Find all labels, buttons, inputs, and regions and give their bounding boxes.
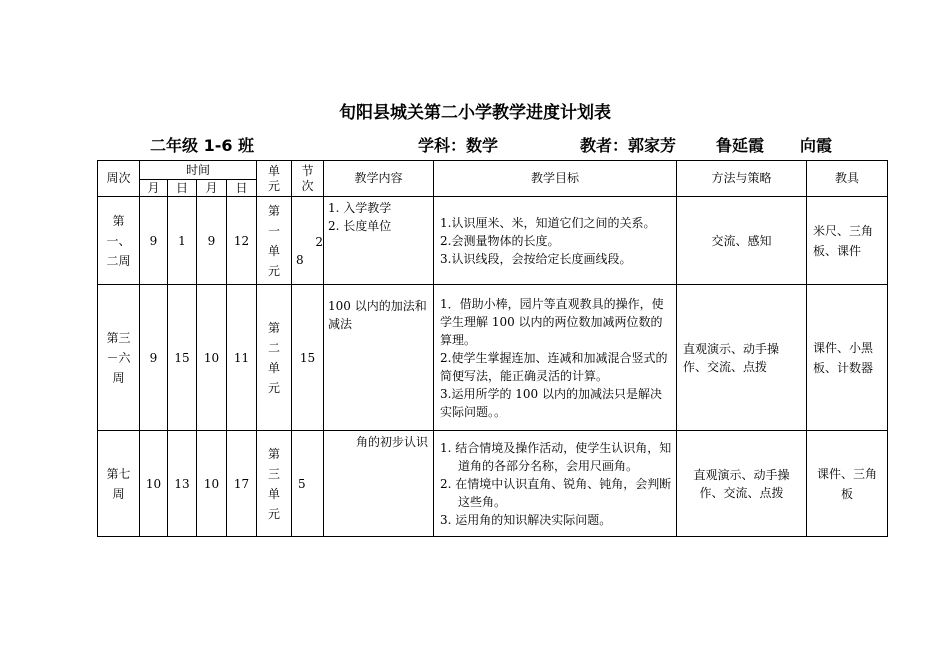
header-day-start: 日 [168,180,197,197]
header-month-end: 月 [197,180,227,197]
goal-item: 3. 运用角的知识解决实际问题。 [440,512,612,527]
row-month-end: 10 [197,431,227,537]
goal-item: 1. 结合情境及操作活动，使学生认识角，知道角的各部分名称，会用尺画角。 [440,440,672,473]
header-time: 时间 [140,161,257,180]
header-week: 周次 [98,161,140,197]
teacher-name-2: 鲁延霞 [716,136,765,155]
document-title: 旬阳县城关第二小学教学进度计划表 [339,103,611,123]
row-lessons [292,197,324,285]
row-content [324,197,434,285]
header-method: 方法与策略 [677,161,807,197]
goal-item: 2.使学生掌握连加、连减和加减混合竖式的简便写法，能正确灵活的计算。 [440,350,668,383]
header-day-end: 日 [227,180,257,197]
row-lessons-a: 2 [315,235,324,249]
row-month-start: 10 [140,431,168,537]
grade-label: 二年级 1-6 班 [150,136,255,155]
row-goals [434,197,677,285]
row-month-start: 9 [140,285,168,431]
row-goals [434,431,677,537]
row-unit: 第二单元 [257,285,292,431]
header-tools: 教具 [807,161,888,197]
header-content: 教学内容 [324,161,434,197]
row-month-end: 9 [197,197,227,285]
row-day-end: 12 [227,197,257,285]
content-item: 1. 入学教学 [328,201,392,215]
goal-item: 3.运用所学的 100 以内的加减法只是解决实际问题。。 [440,386,662,419]
goal-item: 1.认识厘米、米，知道它们之间的关系。 [440,215,656,230]
row-tools: 课件、小黑板、计数器 [807,285,888,431]
row-week: 第七周 [98,431,140,537]
row-day-start: 15 [168,285,197,431]
table-row [98,431,888,537]
row-lessons: 5 [292,431,324,537]
goal-item: 2. 在情境中认识直角、锐角、钝角，会判断这些角。 [440,476,672,509]
teacher-label: 教者：郭家芳 [580,136,677,155]
table-row [98,197,888,285]
subject-label: 学科：数学 [418,136,499,155]
schedule-table [97,160,888,537]
teacher-name-3: 向霞 [800,136,833,155]
row-day-end: 11 [227,285,257,431]
row-tools: 课件、三角板 [807,431,888,537]
row-method: 交流、感知 [677,197,807,285]
row-unit: 第一单元 [257,197,292,285]
row-goals [434,285,677,431]
content-item: 2. 长度单位 [328,219,392,233]
row-day-end: 17 [227,431,257,537]
row-content: 角的初步认识 [324,431,434,537]
row-day-start: 1 [168,197,197,285]
header-goals: 教学目标 [434,161,677,197]
goal-item: 2.会测量物体的长度。 [440,233,560,248]
row-day-start: 13 [168,431,197,537]
row-week: 第三－六周 [98,285,140,431]
header-row [98,161,888,180]
row-unit: 第三单元 [257,431,292,537]
row-lessons: 15 [292,285,324,431]
row-month-start: 9 [140,197,168,285]
row-tools: 米尺、三角板、课件 [807,197,888,285]
goal-item: 3.认识线段，会按给定长度画线段。 [440,251,632,266]
header-unit: 单元 [257,161,292,197]
row-method: 直观演示、动手操作、交流、点拨 [677,285,807,431]
header-month-start: 月 [140,180,168,197]
row-method: 直观演示、动手操作、交流、点拨 [677,431,807,537]
row-week: 第一、二周 [98,197,140,285]
row-content: 100 以内的加法和减法 [324,285,434,431]
header-lessons: 节次 [292,161,324,197]
row-month-end: 10 [197,285,227,431]
goal-item: 1．借助小棒，园片等直观教具的操作，使学生理解 100 以内的两位数加减两位数的算理。 [440,296,664,347]
table-row [98,285,888,431]
row-lessons-b: 8 [296,253,304,267]
